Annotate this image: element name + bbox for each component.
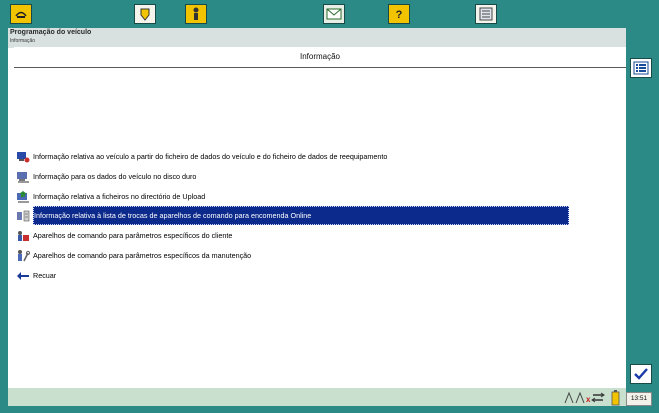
hand-flash-icon[interactable] [134,4,156,24]
svg-text:?: ? [395,9,403,21]
info-panel [14,47,626,384]
upload-directory-icon [16,190,30,204]
menu-item-label: Aparelhos de comando para parâmetros específicos da manutenção [33,251,252,260]
menu-item-customer-parameters[interactable] [16,226,576,245]
menu-item-hard-disk[interactable] [16,167,576,186]
svg-text:x: x [586,395,591,404]
menu-item-upload-directory[interactable] [16,187,576,206]
hard-disk-icon [16,170,30,184]
menu-item-label: Informação relativa ao veículo a partir do ficheiro de dados do veículo e do ficheiro de dados de reequipamento [33,152,388,161]
menu-item-back[interactable] [16,266,576,285]
connection-status-icon [562,390,624,406]
menu-item-control-unit-list[interactable] [16,206,576,225]
envelope-icon[interactable] [323,4,345,24]
page-header [8,28,626,48]
back-arrow-icon [16,269,30,283]
person-info-icon[interactable] [185,4,207,24]
control-unit-list-icon [16,209,30,223]
menu-item-label: Informação para os dados do veículo no disco duro [33,172,197,181]
panel-title: Informação [14,47,626,68]
question-icon[interactable] [388,4,410,24]
checkmark-icon [633,367,649,381]
customer-parameters-icon [16,229,30,243]
menu-item-label: Aparelhos de comando para parâmetros específicos do cliente [33,231,233,240]
confirm-button[interactable] [630,364,652,384]
menu-item-vehicle-data[interactable] [16,147,576,166]
menu-item-label: Recuar [33,271,57,280]
status-bar [8,388,626,406]
right-sidebar [627,28,659,388]
car-diagnostic-icon[interactable] [10,4,32,24]
vehicle-data-icon [16,150,30,164]
menu-item-label: Informação relativa à lista de trocas de aparelhos de comando para encomenda Online [33,206,569,225]
page-subtitle: Informação [10,38,36,44]
content-area [8,28,626,388]
document-icon[interactable] [475,4,497,24]
menu-item-label: Informação relativa a ficheiros no directório de Upload [33,192,206,201]
menu-item-maintenance-parameters[interactable] [16,246,576,265]
list-view-button[interactable] [630,58,652,78]
clock: 13:51 [626,392,652,406]
maintenance-parameters-icon [16,249,30,263]
list-view-icon [633,61,649,75]
page-title: Programação do veículo [10,29,92,36]
top-toolbar [0,0,659,28]
